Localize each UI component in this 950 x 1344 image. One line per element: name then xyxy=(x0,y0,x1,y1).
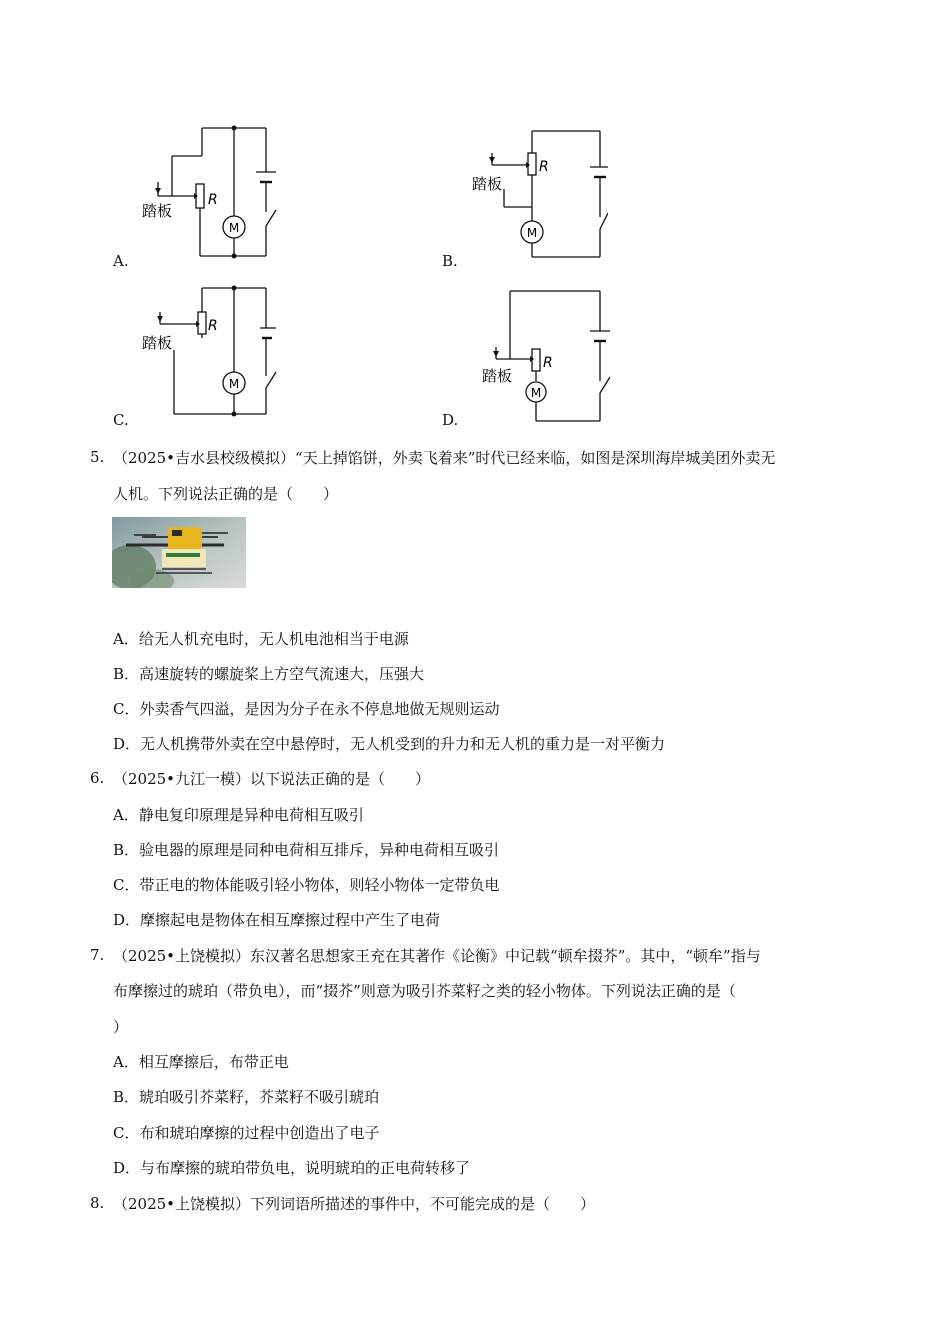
pedal-label: 踏板 xyxy=(472,175,503,193)
motor-label: M xyxy=(530,386,542,400)
pedal-label: 踏板 xyxy=(482,367,513,385)
resistor-label: R xyxy=(208,192,218,208)
circuit-diagram-a xyxy=(138,120,278,265)
answer-option[interactable]: C．带正电的物体能吸引轻小物体，则轻小物体一定带负电 xyxy=(113,876,500,894)
question-number: 5. xyxy=(90,448,105,466)
answer-option[interactable]: B．验电器的原理是同种电荷相互排斥，异种电荷相互吸引 xyxy=(113,841,500,859)
answer-option[interactable]: C．外卖香气四溢，是因为分子在永不停息地做无规则运动 xyxy=(113,700,500,718)
circuit-diagram-c xyxy=(138,280,278,420)
circuit-diagram-d xyxy=(470,285,610,425)
resistor-label: R xyxy=(208,318,218,334)
question-stem-line: 布摩擦过的琥珀（带负电），而“掇芥”则意为吸引芥菜籽之类的轻小物体。下列说法正确的是（ xyxy=(113,982,736,1000)
answer-option[interactable]: D．与布摩擦的琥珀带负电，说明琥珀的正电荷转移了 xyxy=(113,1159,471,1177)
answer-option[interactable]: B．琥珀吸引芥菜籽，芥菜籽不吸引琥珀 xyxy=(113,1088,380,1106)
pedal-label: 踏板 xyxy=(142,334,173,352)
answer-option[interactable]: B．高速旋转的螺旋桨上方空气流速大，压强大 xyxy=(113,665,425,683)
motor-label: M xyxy=(228,221,240,235)
option-letter-d: D. xyxy=(442,411,459,429)
option-letter-b: B. xyxy=(442,252,458,270)
question-stem-line: （2025•九江一模）以下说法正确的是（ ） xyxy=(113,770,431,788)
question-stem-line: （2025•吉水县校级模拟）“天上掉馅饼，外卖飞着来”时代已经来临，如图是深圳海岸城美团外卖无 xyxy=(113,449,776,467)
answer-option[interactable]: C．布和琥珀摩擦的过程中创造出了电子 xyxy=(113,1124,380,1142)
pedal-label: 踏板 xyxy=(142,202,173,220)
option-letter-c: C. xyxy=(113,411,129,429)
question-stem-line: （2025•上饶模拟）东汉著名思想家王充在其著作《论衡》中记载“顿牟掇芥”。其中，“顿牟”指与 xyxy=(113,947,761,965)
answer-option[interactable]: A．相互摩擦后，布带正电 xyxy=(113,1053,289,1071)
circuit-diagram-b xyxy=(468,125,608,265)
answer-option[interactable]: D．无人机携带外卖在空中悬停时，无人机受到的升力和无人机的重力是一对平衡力 xyxy=(113,735,666,753)
question-stem-line: ） xyxy=(113,1018,129,1036)
answer-option[interactable]: D．摩擦起电是物体在相互摩擦过程中产生了电荷 xyxy=(113,911,441,929)
resistor-label: R xyxy=(539,159,549,175)
question-number: 7. xyxy=(90,946,105,964)
answer-option[interactable]: A．静电复印原理是异种电荷相互吸引 xyxy=(113,806,364,824)
resistor-label: R xyxy=(543,355,553,371)
option-letter-a: A. xyxy=(113,252,129,270)
question-stem-line: 人机。下列说法正确的是（ ） xyxy=(113,485,339,503)
motor-label: M xyxy=(228,377,240,391)
question-number: 8. xyxy=(90,1194,105,1212)
question-number: 6. xyxy=(90,769,105,787)
motor-label: M xyxy=(526,226,538,240)
answer-option[interactable]: A．给无人机充电时，无人机电池相当于电源 xyxy=(113,630,409,648)
question-stem-line: （2025•上饶模拟）下列词语所描述的事件中，不可能完成的是（ ） xyxy=(113,1195,596,1213)
drone-photo xyxy=(112,517,246,588)
